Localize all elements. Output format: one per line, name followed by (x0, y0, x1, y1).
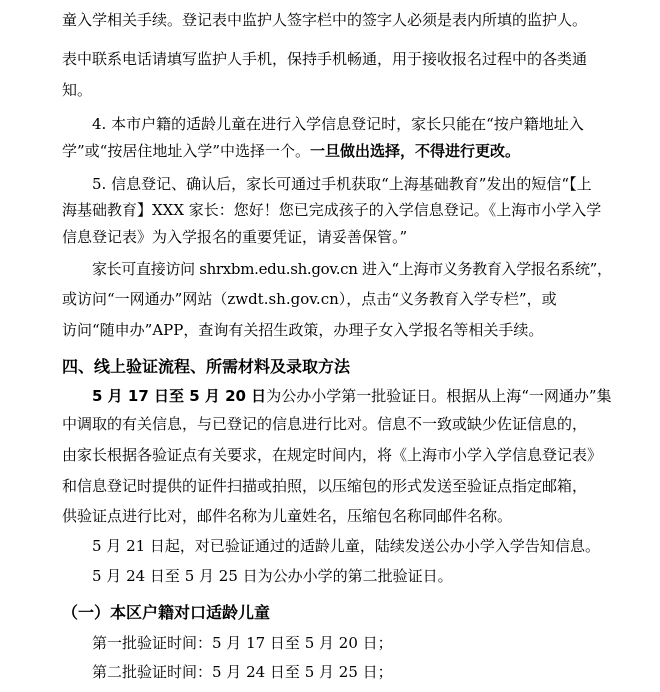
text-line: 5 月 24 日至 5 月 25 日为公办小学的第二批验证日。 (92, 567, 453, 585)
text-line: 海基础教育】XXX 家长：您好！您已完成孩子的入学信息登记。《上海市小学入学 (62, 201, 602, 219)
text-span: 学”或“按居住地址入学”中选择一个。 (62, 142, 311, 160)
text-line: 或访问“一网通办”网站（zwdt.sh.gov.cn），点击“义务教育入学专栏”，或 (62, 290, 557, 308)
bold-emphasis: 5 月 17 日至 5 月 20 日 (92, 387, 267, 405)
text-line: 5. 信息登记、确认后，家长可通过手机获取“上海基础教育”发出的短信“【上 (92, 175, 592, 193)
text-line: 4. 本市户籍的适龄儿童在进行入学信息登记时，家长只能在“按户籍地址入 (92, 115, 584, 133)
text-line: 表中联系电话请填写监护人手机，保持手机畅通，用于接收报名过程中的各类通 (62, 50, 588, 68)
text-line: 知。 (62, 81, 93, 99)
text-line: 供验证点进行比对，邮件名称为儿童姓名，压缩包名称同邮件名称。 (62, 507, 513, 525)
text-line: 家长可直接访问 shrxbm.edu.sh.gov.cn 进入“上海市义务教育入学报名系统”， (92, 260, 612, 278)
text-line: 由家长根据各验证点有关要求，在规定时间内，将《上海市小学入学信息登记表》 (62, 446, 603, 464)
text-line: 信息登记表》为入学报名的重要凭证，请妥善保管。” (62, 228, 408, 246)
text-line: 和信息登记时提供的证件扫描或拍照，以压缩包的形式发送至验证点指定邮箱， (62, 477, 588, 495)
bold-emphasis: 一旦做出选择，不得进行更改。 (310, 142, 521, 160)
text-line: 访问“随申办”APP，查询有关招生政策，办理子女入学报名等相关手续。 (62, 321, 544, 339)
text-line (92, 386, 612, 406)
section-heading: 四、线上验证流程、所需材料及录取方法 (62, 357, 351, 376)
text-line (62, 141, 520, 161)
text-line: 童入学相关手续。登记表中监护人签字栏中的签字人必须是表内所填的监护人。 (62, 11, 588, 29)
text-line: 中调取的有关信息，与已登记的信息进行比对。信息不一致或缺少佐证信息的， (62, 415, 588, 433)
text-span: 为公办小学第一批验证日。根据从上海“一网通办”集 (266, 387, 612, 405)
subsection-heading: （一）本区户籍对口适龄儿童 (62, 603, 271, 622)
text-line: 第二批验证时间：5 月 24 日至 5 月 25 日； (92, 663, 393, 681)
text-line: 第一批验证时间：5 月 17 日至 5 月 20 日； (92, 634, 393, 652)
text-line: 5 月 21 日起，对已验证通过的适龄儿童，陆续发送公办小学入学告知信息。 (92, 537, 600, 555)
